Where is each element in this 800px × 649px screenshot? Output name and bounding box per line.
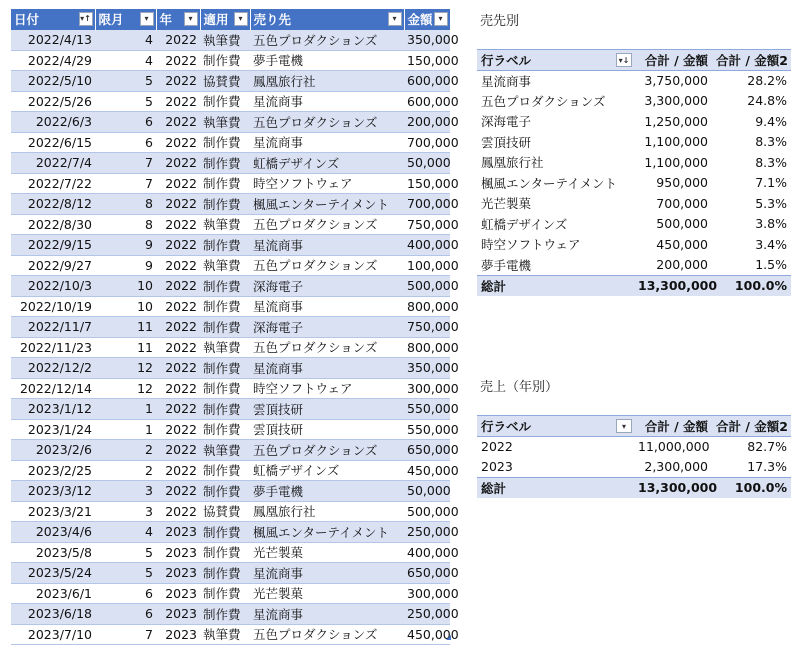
table-row bbox=[11, 71, 450, 92]
year-cell[interactable]: 2022 bbox=[156, 399, 200, 420]
pivot-sum-amount2-header: 合計 / 金額2 bbox=[712, 50, 791, 71]
category-cell[interactable]: 制作費 bbox=[200, 194, 250, 215]
amount-cell[interactable]: 500,000 bbox=[404, 501, 450, 522]
column-header-date[interactable]: 日付 ▾↑ bbox=[11, 9, 95, 30]
category-cell[interactable]: 制作費 bbox=[200, 358, 250, 379]
category-cell[interactable]: 制作費 bbox=[200, 296, 250, 317]
pivot-row[interactable] bbox=[477, 70, 791, 91]
pivot-percent-cell: 8.3% bbox=[755, 154, 787, 170]
year-cell[interactable]: 2022 bbox=[156, 235, 200, 256]
pivot-label-cell: 五色プロダクションズ bbox=[481, 93, 606, 109]
amount-cell[interactable]: 450,000 bbox=[404, 624, 450, 645]
pivot-row[interactable] bbox=[477, 152, 791, 173]
month-cell[interactable]: 5 bbox=[95, 563, 156, 584]
pivot-row[interactable] bbox=[477, 234, 791, 255]
year-cell[interactable]: 2022 bbox=[156, 440, 200, 461]
column-header-category[interactable]: 適用 ▾ bbox=[200, 9, 250, 30]
table-row bbox=[11, 112, 450, 133]
total-percent: 100.0% bbox=[712, 275, 791, 296]
category-cell[interactable]: 制作費 bbox=[200, 399, 250, 420]
category-cell[interactable]: 制作費 bbox=[200, 173, 250, 194]
filter-dropdown-icon[interactable]: ▾ bbox=[184, 12, 198, 26]
pivot-row[interactable] bbox=[477, 255, 791, 276]
pivot-row[interactable] bbox=[477, 193, 791, 214]
column-header-year[interactable]: 年 ▾ bbox=[156, 9, 200, 30]
customer-cell[interactable]: 星流商事 bbox=[250, 132, 404, 153]
total-label: 総計 bbox=[477, 275, 634, 296]
pivot-percent-cell: 1.5% bbox=[755, 257, 787, 272]
table-row bbox=[11, 255, 450, 276]
customer-cell[interactable]: 時空ソフトウェア bbox=[250, 378, 404, 399]
table-row bbox=[11, 235, 450, 256]
customer-cell[interactable]: 星流商事 bbox=[250, 358, 404, 379]
year-cell[interactable]: 2023 bbox=[156, 624, 200, 645]
year-cell[interactable]: 2023 bbox=[156, 522, 200, 543]
customer-cell[interactable]: 深海電子 bbox=[250, 276, 404, 297]
total-amount: 13,300,000 bbox=[634, 477, 712, 498]
customer-cell[interactable]: 五色プロダクションズ bbox=[250, 624, 404, 645]
sort-descending-filter-icon[interactable]: ▾↓ bbox=[616, 53, 632, 67]
date-cell[interactable]: 2022/10/19 bbox=[11, 296, 95, 317]
year-cell[interactable]: 2023 bbox=[156, 542, 200, 563]
pivot-customer-title: 売先別 bbox=[480, 14, 520, 29]
category-cell[interactable]: 制作費 bbox=[200, 378, 250, 399]
year-cell[interactable]: 2022 bbox=[156, 255, 200, 276]
category-cell[interactable]: 執筆費 bbox=[200, 255, 250, 276]
year-cell[interactable]: 2022 bbox=[156, 460, 200, 481]
date-cell[interactable]: 2022/12/2 bbox=[11, 358, 95, 379]
customer-cell[interactable]: 星流商事 bbox=[250, 604, 404, 625]
pivot-row[interactable] bbox=[477, 436, 791, 457]
table-row bbox=[11, 378, 450, 399]
table-row bbox=[11, 132, 450, 153]
amount-cell[interactable]: 500,000 bbox=[404, 276, 450, 297]
pivot-percent-cell: 82.7% bbox=[747, 439, 787, 454]
table-row bbox=[11, 91, 450, 112]
month-cell[interactable]: 2 bbox=[95, 440, 156, 461]
amount-cell[interactable]: 750,000 bbox=[404, 214, 450, 235]
month-cell[interactable]: 7 bbox=[95, 153, 156, 174]
category-cell[interactable]: 制作費 bbox=[200, 50, 250, 71]
customer-cell[interactable]: 夢手電機 bbox=[250, 481, 404, 502]
category-cell[interactable]: 執筆費 bbox=[200, 337, 250, 358]
table-row bbox=[11, 296, 450, 317]
pivot-label-cell: 2022 bbox=[481, 439, 513, 454]
pivot-sum-amount-header: 合計 / 金額 bbox=[634, 416, 712, 437]
month-cell[interactable]: 6 bbox=[95, 583, 156, 604]
month-cell[interactable]: 3 bbox=[95, 501, 156, 522]
pivot-percent-cell: 3.8% bbox=[755, 216, 787, 232]
category-cell[interactable]: 制作費 bbox=[200, 542, 250, 563]
pivot-row[interactable] bbox=[477, 457, 791, 478]
customer-cell[interactable]: 星流商事 bbox=[250, 235, 404, 256]
year-cell[interactable]: 2022 bbox=[156, 30, 200, 51]
date-cell[interactable]: 2022/12/14 bbox=[11, 378, 95, 399]
pivot-sum-amount2-header: 合計 / 金額2 bbox=[712, 416, 791, 437]
amount-cell[interactable]: 50,000 bbox=[404, 481, 450, 502]
month-cell[interactable]: 8 bbox=[95, 194, 156, 215]
date-cell[interactable]: 2022/6/15 bbox=[11, 132, 95, 153]
pivot-label-cell: 時空ソフトウェア bbox=[481, 237, 581, 253]
date-cell[interactable]: 2022/10/3 bbox=[11, 276, 95, 297]
pivot-amount-cell: 950,000 bbox=[656, 175, 708, 191]
date-cell[interactable]: 2023/6/1 bbox=[11, 583, 95, 604]
amount-cell[interactable]: 150,000 bbox=[404, 173, 450, 194]
date-cell[interactable]: 2023/4/6 bbox=[11, 522, 95, 543]
month-cell[interactable]: 4 bbox=[95, 30, 156, 51]
amount-cell[interactable]: 350,000 bbox=[404, 30, 450, 51]
customer-cell[interactable]: 雲頂技研 bbox=[250, 399, 404, 420]
month-cell[interactable]: 12 bbox=[95, 378, 156, 399]
column-header-amount[interactable]: 金額 ▾ bbox=[404, 9, 450, 30]
month-cell[interactable]: 1 bbox=[95, 419, 156, 440]
month-cell[interactable]: 11 bbox=[95, 337, 156, 358]
date-cell[interactable]: 2022/7/4 bbox=[11, 153, 95, 174]
pivot-amount-cell: 3,750,000 bbox=[644, 73, 708, 88]
pivot-total-row bbox=[477, 477, 791, 498]
pivot-year-title: 売上（年別） bbox=[480, 380, 559, 395]
date-cell[interactable]: 2023/1/12 bbox=[11, 399, 95, 420]
customer-cell[interactable]: 深海電子 bbox=[250, 317, 404, 338]
table-row bbox=[11, 624, 450, 645]
amount-cell[interactable]: 550,000 bbox=[404, 419, 450, 440]
month-cell[interactable]: 12 bbox=[95, 358, 156, 379]
category-cell[interactable]: 執筆費 bbox=[200, 214, 250, 235]
category-cell[interactable]: 制作費 bbox=[200, 132, 250, 153]
date-cell[interactable]: 2022/9/27 bbox=[11, 255, 95, 276]
category-cell[interactable]: 制作費 bbox=[200, 522, 250, 543]
month-cell[interactable]: 6 bbox=[95, 604, 156, 625]
amount-cell[interactable]: 700,000 bbox=[404, 194, 450, 215]
date-cell[interactable]: 2022/5/26 bbox=[11, 91, 95, 112]
date-cell[interactable]: 2022/8/12 bbox=[11, 194, 95, 215]
year-cell[interactable]: 2022 bbox=[156, 358, 200, 379]
month-cell[interactable]: 5 bbox=[95, 71, 156, 92]
date-cell[interactable]: 2022/9/15 bbox=[11, 235, 95, 256]
month-cell[interactable]: 3 bbox=[95, 481, 156, 502]
date-cell[interactable]: 2023/3/12 bbox=[11, 481, 95, 502]
date-cell[interactable]: 2022/11/23 bbox=[11, 337, 95, 358]
pivot-amount-cell: 450,000 bbox=[656, 236, 708, 252]
year-cell[interactable]: 2022 bbox=[156, 317, 200, 338]
amount-cell[interactable]: 800,000 bbox=[404, 337, 450, 358]
amount-cell[interactable]: 600,000 bbox=[404, 91, 450, 112]
year-cell[interactable]: 2022 bbox=[156, 419, 200, 440]
customer-cell[interactable]: 五色プロダクションズ bbox=[250, 337, 404, 358]
year-cell[interactable]: 2022 bbox=[156, 276, 200, 297]
pivot-percent-cell: 8.3% bbox=[755, 134, 787, 150]
filter-dropdown-icon[interactable]: ▾ bbox=[616, 419, 632, 433]
pivot-label-cell: 深海電子 bbox=[481, 114, 532, 130]
pivot-row[interactable] bbox=[477, 111, 791, 132]
pivot-label-cell: 雲頂技研 bbox=[481, 134, 532, 150]
year-cell[interactable]: 2022 bbox=[156, 91, 200, 112]
table-header-row bbox=[11, 9, 450, 30]
pivot-row[interactable] bbox=[477, 214, 791, 235]
month-cell[interactable]: 4 bbox=[95, 50, 156, 71]
customer-cell[interactable]: 時空ソフトウェア bbox=[250, 173, 404, 194]
date-cell[interactable]: 2022/4/29 bbox=[11, 50, 95, 71]
category-cell[interactable]: 協賛費 bbox=[200, 71, 250, 92]
table-row bbox=[11, 583, 450, 604]
pivot-label-cell: 2023 bbox=[481, 459, 513, 474]
year-cell[interactable]: 2022 bbox=[156, 214, 200, 235]
total-percent: 100.0% bbox=[712, 477, 791, 498]
pivot-amount-cell: 1,100,000 bbox=[644, 154, 708, 170]
pivot-amount-cell: 500,000 bbox=[656, 216, 708, 232]
column-header-customer[interactable]: 売り先 ▾ bbox=[250, 9, 404, 30]
table-row bbox=[11, 194, 450, 215]
filter-dropdown-icon[interactable]: ▾ bbox=[140, 12, 154, 26]
year-cell[interactable]: 2022 bbox=[156, 481, 200, 502]
category-cell[interactable]: 制作費 bbox=[200, 235, 250, 256]
year-cell[interactable]: 2022 bbox=[156, 153, 200, 174]
customer-cell[interactable]: 鳳凰旅行社 bbox=[250, 71, 404, 92]
year-cell[interactable]: 2022 bbox=[156, 378, 200, 399]
month-cell[interactable]: 7 bbox=[95, 624, 156, 645]
customer-cell[interactable]: 楓風エンターテイメント bbox=[250, 194, 404, 215]
category-cell[interactable]: 制作費 bbox=[200, 563, 250, 584]
pivot-amount-cell: 11,000,000 bbox=[638, 439, 710, 454]
date-cell[interactable]: 2023/2/6 bbox=[11, 440, 95, 461]
amount-cell[interactable]: 300,000 bbox=[404, 583, 450, 604]
customer-cell[interactable]: 雲頂技研 bbox=[250, 419, 404, 440]
table-row bbox=[11, 522, 450, 543]
date-cell[interactable]: 2023/7/10 bbox=[11, 624, 95, 645]
amount-cell[interactable]: 250,000 bbox=[404, 522, 450, 543]
customer-cell[interactable]: 夢手電機 bbox=[250, 50, 404, 71]
amount-cell[interactable]: 200,000 bbox=[404, 112, 450, 133]
filter-dropdown-icon[interactable]: ▾ bbox=[388, 12, 402, 26]
pivot-amount-cell: 3,300,000 bbox=[644, 93, 708, 109]
category-cell[interactable]: 制作費 bbox=[200, 481, 250, 502]
table-row bbox=[11, 501, 450, 522]
customer-cell[interactable]: 星流商事 bbox=[250, 296, 404, 317]
pivot-label-cell: 夢手電機 bbox=[481, 257, 532, 273]
pivot-percent-cell: 17.3% bbox=[747, 459, 787, 474]
pivot-amount-cell: 1,100,000 bbox=[644, 134, 708, 150]
date-cell[interactable]: 2023/1/24 bbox=[11, 419, 95, 440]
table-row bbox=[11, 481, 450, 502]
customer-cell[interactable]: 鳳凰旅行社 bbox=[250, 501, 404, 522]
pivot-sum-amount-header: 合計 / 金額 bbox=[634, 50, 712, 71]
pivot-amount-cell: 2,300,000 bbox=[644, 459, 708, 474]
table-row bbox=[11, 276, 450, 297]
month-cell[interactable]: 5 bbox=[95, 542, 156, 563]
category-cell[interactable]: 制作費 bbox=[200, 91, 250, 112]
category-cell[interactable]: 制作費 bbox=[200, 419, 250, 440]
pivot-row-label-header[interactable]: 行ラベル ▾ bbox=[477, 416, 634, 437]
amount-cell[interactable]: 50,000 bbox=[404, 153, 450, 174]
table-row bbox=[11, 419, 450, 440]
table-row bbox=[11, 337, 450, 358]
customer-cell[interactable]: 五色プロダクションズ bbox=[250, 30, 404, 51]
amount-cell[interactable]: 450,000 bbox=[404, 460, 450, 481]
category-cell[interactable]: 執筆費 bbox=[200, 624, 250, 645]
pivot-row[interactable] bbox=[477, 91, 791, 112]
customer-cell[interactable]: 五色プロダクションズ bbox=[250, 440, 404, 461]
amount-cell[interactable]: 600,000 bbox=[404, 71, 450, 92]
customer-cell[interactable]: 五色プロダクションズ bbox=[250, 112, 404, 133]
pivot-percent-cell: 5.3% bbox=[755, 195, 787, 211]
date-cell[interactable]: 2023/5/8 bbox=[11, 542, 95, 563]
table-row bbox=[11, 358, 450, 379]
date-cell[interactable]: 2022/6/3 bbox=[11, 112, 95, 133]
year-cell[interactable]: 2022 bbox=[156, 132, 200, 153]
date-cell[interactable]: 2022/8/30 bbox=[11, 214, 95, 235]
month-cell[interactable]: 1 bbox=[95, 399, 156, 420]
month-cell[interactable]: 6 bbox=[95, 132, 156, 153]
date-cell[interactable]: 2022/5/10 bbox=[11, 71, 95, 92]
month-cell[interactable]: 5 bbox=[95, 91, 156, 112]
pivot-row[interactable] bbox=[477, 132, 791, 153]
sales-table bbox=[11, 9, 459, 645]
month-cell[interactable]: 10 bbox=[95, 276, 156, 297]
year-cell[interactable]: 2023 bbox=[156, 604, 200, 625]
customer-cell[interactable]: 虹橋デザインズ bbox=[250, 460, 404, 481]
amount-cell[interactable]: 250,000 bbox=[404, 604, 450, 625]
pivot-label-cell: 光芒製菓 bbox=[481, 196, 532, 212]
customer-cell[interactable]: 楓風エンターテイメント bbox=[250, 522, 404, 543]
year-cell[interactable]: 2022 bbox=[156, 194, 200, 215]
total-amount: 13,300,000 bbox=[634, 275, 712, 296]
amount-cell[interactable]: 150,000 bbox=[404, 50, 450, 71]
month-cell[interactable]: 4 bbox=[95, 522, 156, 543]
year-cell[interactable]: 2022 bbox=[156, 173, 200, 194]
year-cell[interactable]: 2022 bbox=[156, 50, 200, 71]
pivot-percent-cell: 7.1% bbox=[755, 175, 787, 191]
month-cell[interactable]: 7 bbox=[95, 173, 156, 194]
month-cell[interactable]: 11 bbox=[95, 317, 156, 338]
category-cell[interactable]: 制作費 bbox=[200, 583, 250, 604]
customer-cell[interactable]: 光芒製菓 bbox=[250, 542, 404, 563]
table-row bbox=[11, 460, 450, 481]
table-resize-handle[interactable] bbox=[446, 635, 451, 640]
pivot-amount-cell: 1,250,000 bbox=[644, 113, 708, 129]
pivot-total-row bbox=[477, 275, 791, 296]
date-cell[interactable]: 2023/2/25 bbox=[11, 460, 95, 481]
year-cell[interactable]: 2023 bbox=[156, 563, 200, 584]
month-cell[interactable]: 2 bbox=[95, 460, 156, 481]
category-cell[interactable]: 制作費 bbox=[200, 604, 250, 625]
year-cell[interactable]: 2022 bbox=[156, 501, 200, 522]
category-cell[interactable]: 執筆費 bbox=[200, 440, 250, 461]
month-cell[interactable]: 9 bbox=[95, 255, 156, 276]
table-row bbox=[11, 50, 450, 71]
pivot-label-cell: 鳳凰旅行社 bbox=[481, 155, 544, 171]
pivot-percent-cell: 3.4% bbox=[755, 236, 787, 252]
pivot-row-label-header[interactable]: 行ラベル ▾↓ bbox=[477, 50, 634, 71]
table-row bbox=[11, 542, 450, 563]
pivot-percent-cell: 28.2% bbox=[747, 73, 787, 88]
table-row bbox=[11, 173, 450, 194]
customer-cell[interactable]: 光芒製菓 bbox=[250, 583, 404, 604]
date-cell[interactable]: 2023/6/18 bbox=[11, 604, 95, 625]
year-cell[interactable]: 2022 bbox=[156, 71, 200, 92]
month-cell[interactable]: 8 bbox=[95, 214, 156, 235]
category-cell[interactable]: 制作費 bbox=[200, 317, 250, 338]
table-row bbox=[11, 317, 450, 338]
pivot-table-by-customer bbox=[477, 49, 791, 296]
customer-cell[interactable]: 五色プロダクションズ bbox=[250, 255, 404, 276]
column-header-month[interactable]: 限月 ▾ bbox=[95, 9, 156, 30]
pivot-label-cell: 星流商事 bbox=[481, 73, 532, 89]
pivot-label-cell: 楓風エンターテイメント bbox=[481, 175, 618, 191]
year-cell[interactable]: 2023 bbox=[156, 583, 200, 604]
month-cell[interactable]: 10 bbox=[95, 296, 156, 317]
amount-cell[interactable]: 400,000 bbox=[404, 542, 450, 563]
customer-cell[interactable]: 虹橋デザインズ bbox=[250, 153, 404, 174]
table-row bbox=[11, 440, 450, 461]
date-cell[interactable]: 2022/4/13 bbox=[11, 30, 95, 51]
amount-cell[interactable]: 100,000 bbox=[404, 255, 450, 276]
category-cell[interactable]: 執筆費 bbox=[200, 112, 250, 133]
filter-dropdown-icon[interactable]: ▾ bbox=[234, 12, 248, 26]
sort-ascending-icon[interactable]: ▾↑ bbox=[79, 12, 93, 26]
amount-cell[interactable]: 700,000 bbox=[404, 132, 450, 153]
category-cell[interactable]: 協賛費 bbox=[200, 501, 250, 522]
pivot-row[interactable] bbox=[477, 173, 791, 194]
amount-cell[interactable]: 650,000 bbox=[404, 563, 450, 584]
customer-cell[interactable]: 五色プロダクションズ bbox=[250, 214, 404, 235]
year-cell[interactable]: 2022 bbox=[156, 112, 200, 133]
category-cell[interactable]: 制作費 bbox=[200, 153, 250, 174]
table-row bbox=[11, 563, 450, 584]
date-cell[interactable]: 2023/5/24 bbox=[11, 563, 95, 584]
pivot-percent-cell: 24.8% bbox=[747, 93, 787, 109]
date-cell[interactable]: 2023/3/21 bbox=[11, 501, 95, 522]
category-cell[interactable]: 執筆費 bbox=[200, 30, 250, 51]
pivot-amount-cell: 700,000 bbox=[656, 195, 708, 211]
customer-cell[interactable]: 星流商事 bbox=[250, 563, 404, 584]
amount-cell[interactable]: 650,000 bbox=[404, 440, 450, 461]
amount-cell[interactable]: 350,000 bbox=[404, 358, 450, 379]
pivot-table-by-year bbox=[477, 415, 791, 498]
table-row bbox=[11, 604, 450, 625]
amount-cell[interactable]: 750,000 bbox=[404, 317, 450, 338]
pivot-percent-cell: 9.4% bbox=[755, 113, 787, 129]
category-cell[interactable]: 制作費 bbox=[200, 460, 250, 481]
year-cell[interactable]: 2022 bbox=[156, 296, 200, 317]
date-cell[interactable]: 2022/7/22 bbox=[11, 173, 95, 194]
table-row bbox=[11, 30, 450, 51]
month-cell[interactable]: 6 bbox=[95, 112, 156, 133]
year-cell[interactable]: 2022 bbox=[156, 337, 200, 358]
total-label: 総計 bbox=[477, 477, 634, 498]
amount-cell[interactable]: 300,000 bbox=[404, 378, 450, 399]
table-row bbox=[11, 153, 450, 174]
filter-dropdown-icon[interactable]: ▾ bbox=[434, 12, 448, 26]
pivot-label-cell: 虹橋デザインズ bbox=[481, 216, 568, 232]
month-cell[interactable]: 9 bbox=[95, 235, 156, 256]
amount-cell[interactable]: 800,000 bbox=[404, 296, 450, 317]
amount-cell[interactable]: 400,000 bbox=[404, 235, 450, 256]
amount-cell[interactable]: 550,000 bbox=[404, 399, 450, 420]
table-row bbox=[11, 399, 450, 420]
customer-cell[interactable]: 星流商事 bbox=[250, 91, 404, 112]
pivot-amount-cell: 200,000 bbox=[656, 257, 708, 272]
date-cell[interactable]: 2022/11/7 bbox=[11, 317, 95, 338]
table-row bbox=[11, 214, 450, 235]
category-cell[interactable]: 制作費 bbox=[200, 276, 250, 297]
